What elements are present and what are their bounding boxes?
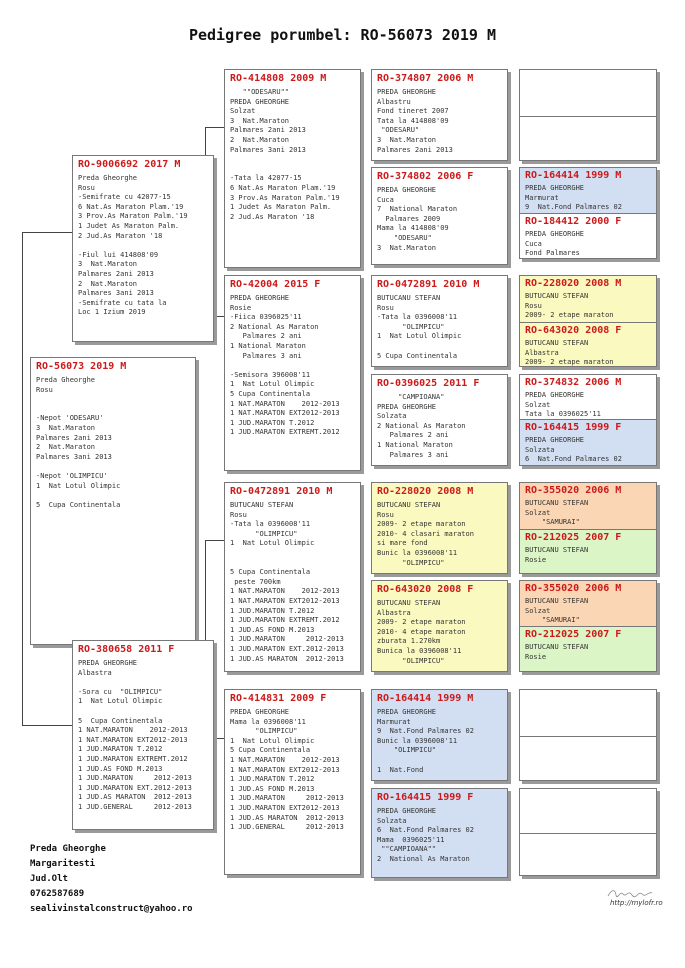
ancestor-slot [520, 323, 656, 367]
ring-number: RO-380658 2011 F [78, 644, 175, 655]
ring-number: RO-643020 2008 F [377, 584, 474, 595]
pigeon-details: PREDA GHEORGHE Cuca Fond Palmares [525, 230, 585, 258]
ancestor-slot [520, 834, 656, 876]
connector-line [205, 540, 224, 541]
pigeon-details: BUTUCANU STEFAN Solzat "SAMURAI" [525, 499, 589, 527]
pigeon-details: BUTUCANU STEFAN Albastra 2009- 2 etape maraton [525, 339, 614, 367]
ring-number: RO-355020 2006 M [525, 583, 622, 594]
pigeon-details: PREDA GHEORGHE Mama la 0396008'11 "OLIMPICU" 1 Nat Lotul Olimpic 5 Cupa Continentala 1 NAT.MARATON 2012-2013 1 NAT.MARATON EXT2012-2013 1 JUD.MARATON T.2012 1 JUD.AS FOND M.2013 1 JUD.MARATON 2012-2013 1 JUD.MARATON EXT2012-2013 1 JUD.AS MARATON 2012-2013 1 JUD.GENERAL 2012-2013 [230, 708, 344, 832]
ancestor-pair-card [519, 482, 657, 574]
ring-number: RO-643020 2008 F [525, 325, 622, 336]
ancestor-pair-card [519, 580, 657, 672]
ring-number: RO-355020 2006 M [525, 485, 622, 496]
ancestor-slot [520, 70, 656, 116]
great-grandparent-card [371, 167, 508, 265]
ancestor-slot [520, 789, 656, 833]
pigeon-details [520, 119, 656, 122]
ancestor-pair-card [519, 689, 657, 781]
ancestor-slot [520, 530, 656, 574]
pigeon-details: PREDA GHEORGHE Marmurat 9 Nat.Fond Palmares 02 Bunic la 0396008'11 "OLIMPICU" 1 Nat.Fond [377, 708, 474, 774]
owner-name: Preda Gheorghe [30, 844, 106, 854]
pigeon-details: PREDA GHEORGHE Albastru Fond tineret 2007 Tata la 414808'09 "ODESARU" 3 Nat.Maraton Palmares 2ani 2013 [377, 88, 453, 154]
ancestor-pair-card [519, 788, 657, 876]
ring-number: RO-374807 2006 M [377, 73, 474, 84]
ancestor-slot [520, 420, 656, 466]
ring-number: RO-414808 2009 M [230, 73, 327, 84]
ancestor-pair-card [519, 374, 657, 466]
ring-number: RO-0472891 2010 M [377, 279, 480, 290]
owner-locality: Margaritesti [30, 859, 96, 869]
pigeon-details: BUTUCANU STEFAN Rosie [525, 546, 589, 564]
ring-number: RO-374802 2006 F [377, 171, 474, 182]
grandparent-card [224, 482, 361, 672]
connector-line [22, 725, 72, 726]
owner-county: Jud.Olt [30, 874, 68, 884]
great-grandparent-card [371, 788, 508, 878]
ring-number: RO-212025 2007 F [525, 629, 622, 640]
ring-number: RO-414831 2009 F [230, 693, 327, 704]
sire-card [72, 155, 214, 342]
ancestor-pair-card [519, 69, 657, 161]
great-grandparent-card [371, 580, 508, 672]
owner-info [30, 842, 193, 917]
pigeon-details: BUTUCANU STEFAN Rosu -Tata la 0396008'11 "OLIMPICU" 1 Nat Lotul Olimpic 5 Cupa Continentala [377, 294, 462, 360]
pigeon-details: PREDA GHEORGHE Rosie -Fiica 0396025'11 2 National As Maraton Palmares 2 ani 1 National Maraton Palmares 3 ani -Semisora 396008'11 1 Nat Lotul Olimpic 5 Cupa Continentala 1 NAT.MARATON 2012-2013 1 NAT.MARATON EXT2012-2013 1 JUD.MARATON T.2012 1 JUD.MARATON EXTREMT.2012 [230, 294, 340, 437]
dam-card [72, 640, 214, 830]
great-grandparent-card [371, 482, 508, 574]
pigeon-details: PREDA GHEORGHE Albastra -Sora cu "OLIMPICU" 1 Nat Lotul Olimpic 5 Cupa Continentala 1 NAT.MARATON 2012-2013 1 NAT.MARATON EXT2012-2013 1 JUD.MARATON T.2012 1 JUD.MARATON EXTREMT.2012 1 JUD.AS FOND M.2013 1 JUD.MARATON 2012-2013 1 JUD.MARATON EXT.2012-2013 1 JUD.AS MARATON 2012-2013 1 JUD.GENERAL 2012-2013 [78, 659, 192, 811]
footer-url[interactable]: http://mylofr.ro [610, 899, 663, 907]
pigeon-details: Preda Gheorghe Rosu -Nepot 'ODESARU' 3 Nat.Maraton Palmares 2ani 2013 2 Nat.Maraton Palmares 3ani 2013 -Nepot 'OLIMPICU' 1 Nat Lotul Olimpic 5 Cupa Continentala [36, 376, 121, 509]
connector-line [205, 127, 224, 128]
page-title: Pedigree porumbel: RO-56073 2019 M [188, 26, 497, 44]
pigeon-details [520, 791, 656, 794]
ancestor-pair-card [519, 275, 657, 367]
pigeon-details: Preda Gheorghe Rosu -Semifrate cu 42077-15 6 Nat.As Maraton Plam.'19 3 Prov.As Maraton Palm.'19 1 Judet As Maraton Palm. 2 Jud.As Maraton '18 -Fiul lui 414808'09 3 Nat.Maraton Palmares 2ani 2013 2 Nat.Maraton Palmares 3ani 2013 -Semifrate cu tata la Loc 1 Izium 2019 [78, 174, 188, 317]
ancestor-slot [520, 690, 656, 736]
grandparent-card [224, 69, 361, 268]
ring-number: RO-374832 2006 M [525, 377, 622, 388]
pigeon-details: PREDA GHEORGHE Marmurat 9 Nat.Fond Palmares 02 [525, 184, 622, 212]
ring-number: RO-228020 2008 M [377, 486, 474, 497]
pigeon-details: PREDA GHEORGHE Cuca 7 National Maraton Palmares 2009 Mama la 414808'09 "ODESARU" 3 Nat.Maraton [377, 186, 458, 252]
subject-card [30, 357, 196, 645]
ring-number: RO-164414 1999 M [377, 693, 474, 704]
owner-phone: 0762587689 [30, 889, 85, 899]
ring-number: RO-42004 2015 F [230, 279, 321, 290]
great-grandparent-card [371, 69, 508, 161]
ring-number: RO-0472891 2010 M [230, 486, 333, 497]
pigeon-details: BUTUCANU STEFAN Rosu 2009- 2 etape maraton 2010- 4 clasari maraton si mare fond Bunic la 0396008'11 "OLIMPICU" [377, 501, 474, 567]
great-grandparent-card [371, 374, 508, 466]
ancestor-slot [520, 168, 656, 213]
connector-line [22, 232, 72, 233]
pigeon-details: BUTUCANU STEFAN Rosu 2009- 2 etape maraton [525, 292, 614, 320]
ring-number: RO-184412 2000 F [525, 216, 622, 227]
ring-number: RO-9006692 2017 M [78, 159, 181, 170]
ring-number: RO-164415 1999 F [525, 422, 622, 433]
ring-number: RO-212025 2007 F [525, 532, 622, 543]
ancestor-slot [520, 483, 656, 529]
pigeon-details [520, 836, 656, 839]
pigeon-details: ""ODESARU"" PREDA GHEORGHE Solzat 3 Nat.Maraton Palmares 2ani 2013 2 Nat.Maraton Palmares 3ani 2013 -Tata la 42077-15 6 Nat.As Maraton Plam.'19 3 Prov.As Maraton Palm.'19 1 Judet As Maraton Palm. 2 Jud.As Maraton '18 [230, 88, 340, 221]
pigeon-details: BUTUCANU STEFAN Rosie [525, 643, 589, 661]
pigeon-details: "CAMPIOANA" PREDA GHEORGHE Solzata 2 National As Maraton Palmares 2 ani 1 National Maraton Palmares 3 ani [377, 393, 466, 459]
ring-number: RO-56073 2019 M [36, 361, 127, 372]
ancestor-slot [520, 276, 656, 322]
ancestor-slot [520, 117, 656, 161]
pigeon-details: PREDA GHEORGHE Solzata 6 Nat.Fond Palmares 02 Mama 0396025'11 ""CAMPIOANA"" 2 National As Maraton [377, 807, 474, 863]
great-grandparent-card [371, 689, 508, 781]
ring-number: RO-164414 1999 M [525, 170, 622, 181]
pigeon-details: PREDA GHEORGHE Solzat Tata la 0396025'11 [525, 391, 601, 419]
grandparent-card [224, 689, 361, 875]
pigeon-details [520, 739, 656, 742]
ancestor-slot [520, 214, 656, 259]
pigeon-details: BUTUCANU STEFAN Solzat "SAMURAI" [525, 597, 589, 625]
ring-number: RO-164415 1999 F [377, 792, 474, 803]
pigeon-details [520, 692, 656, 695]
grandparent-card [224, 275, 361, 471]
pigeon-details: PREDA GHEORGHE Solzata 6 Nat.Fond Palmares 02 [525, 436, 622, 464]
ring-number: RO-228020 2008 M [525, 278, 622, 289]
ancestor-pair-card [519, 167, 657, 259]
pigeon-details: BUTUCANU STEFAN Rosu -Tata la 0396008'11 "OLIMPICU" 1 Nat Lotul Olimpic 5 Cupa Continentala peste 700km 1 NAT.MARATON 2012-2013 1 NAT.MARATON EXT2012-2013 1 JUD.MARATON T.2012 1 JUD.MARATON EXTREMT.2012 1 JUD.AS FOND M.2013 1 JUD.MARATON 2012-2013 1 JUD.MARATON EXT.2012-2013 1 JUD.AS MARATON 2012-2013 [230, 501, 344, 663]
ancestor-slot [520, 627, 656, 672]
ancestor-slot [520, 375, 656, 419]
ancestor-slot [520, 581, 656, 626]
pigeon-details: BUTUCANU STEFAN Albastra 2009- 2 etape maraton 2010- 4 etape maraton zburata 1.270km Bunica la 0396008'11 "OLIMPICU" [377, 599, 466, 665]
owner-email[interactable]: sealivinstalconstruct@yahoo.ro [30, 904, 193, 914]
connector-line [22, 232, 23, 725]
great-grandparent-card [371, 275, 508, 367]
ancestor-slot [520, 737, 656, 781]
pigeon-details [520, 72, 656, 75]
signature-logo-icon [606, 887, 654, 899]
ring-number: RO-0396025 2011 F [377, 378, 480, 389]
